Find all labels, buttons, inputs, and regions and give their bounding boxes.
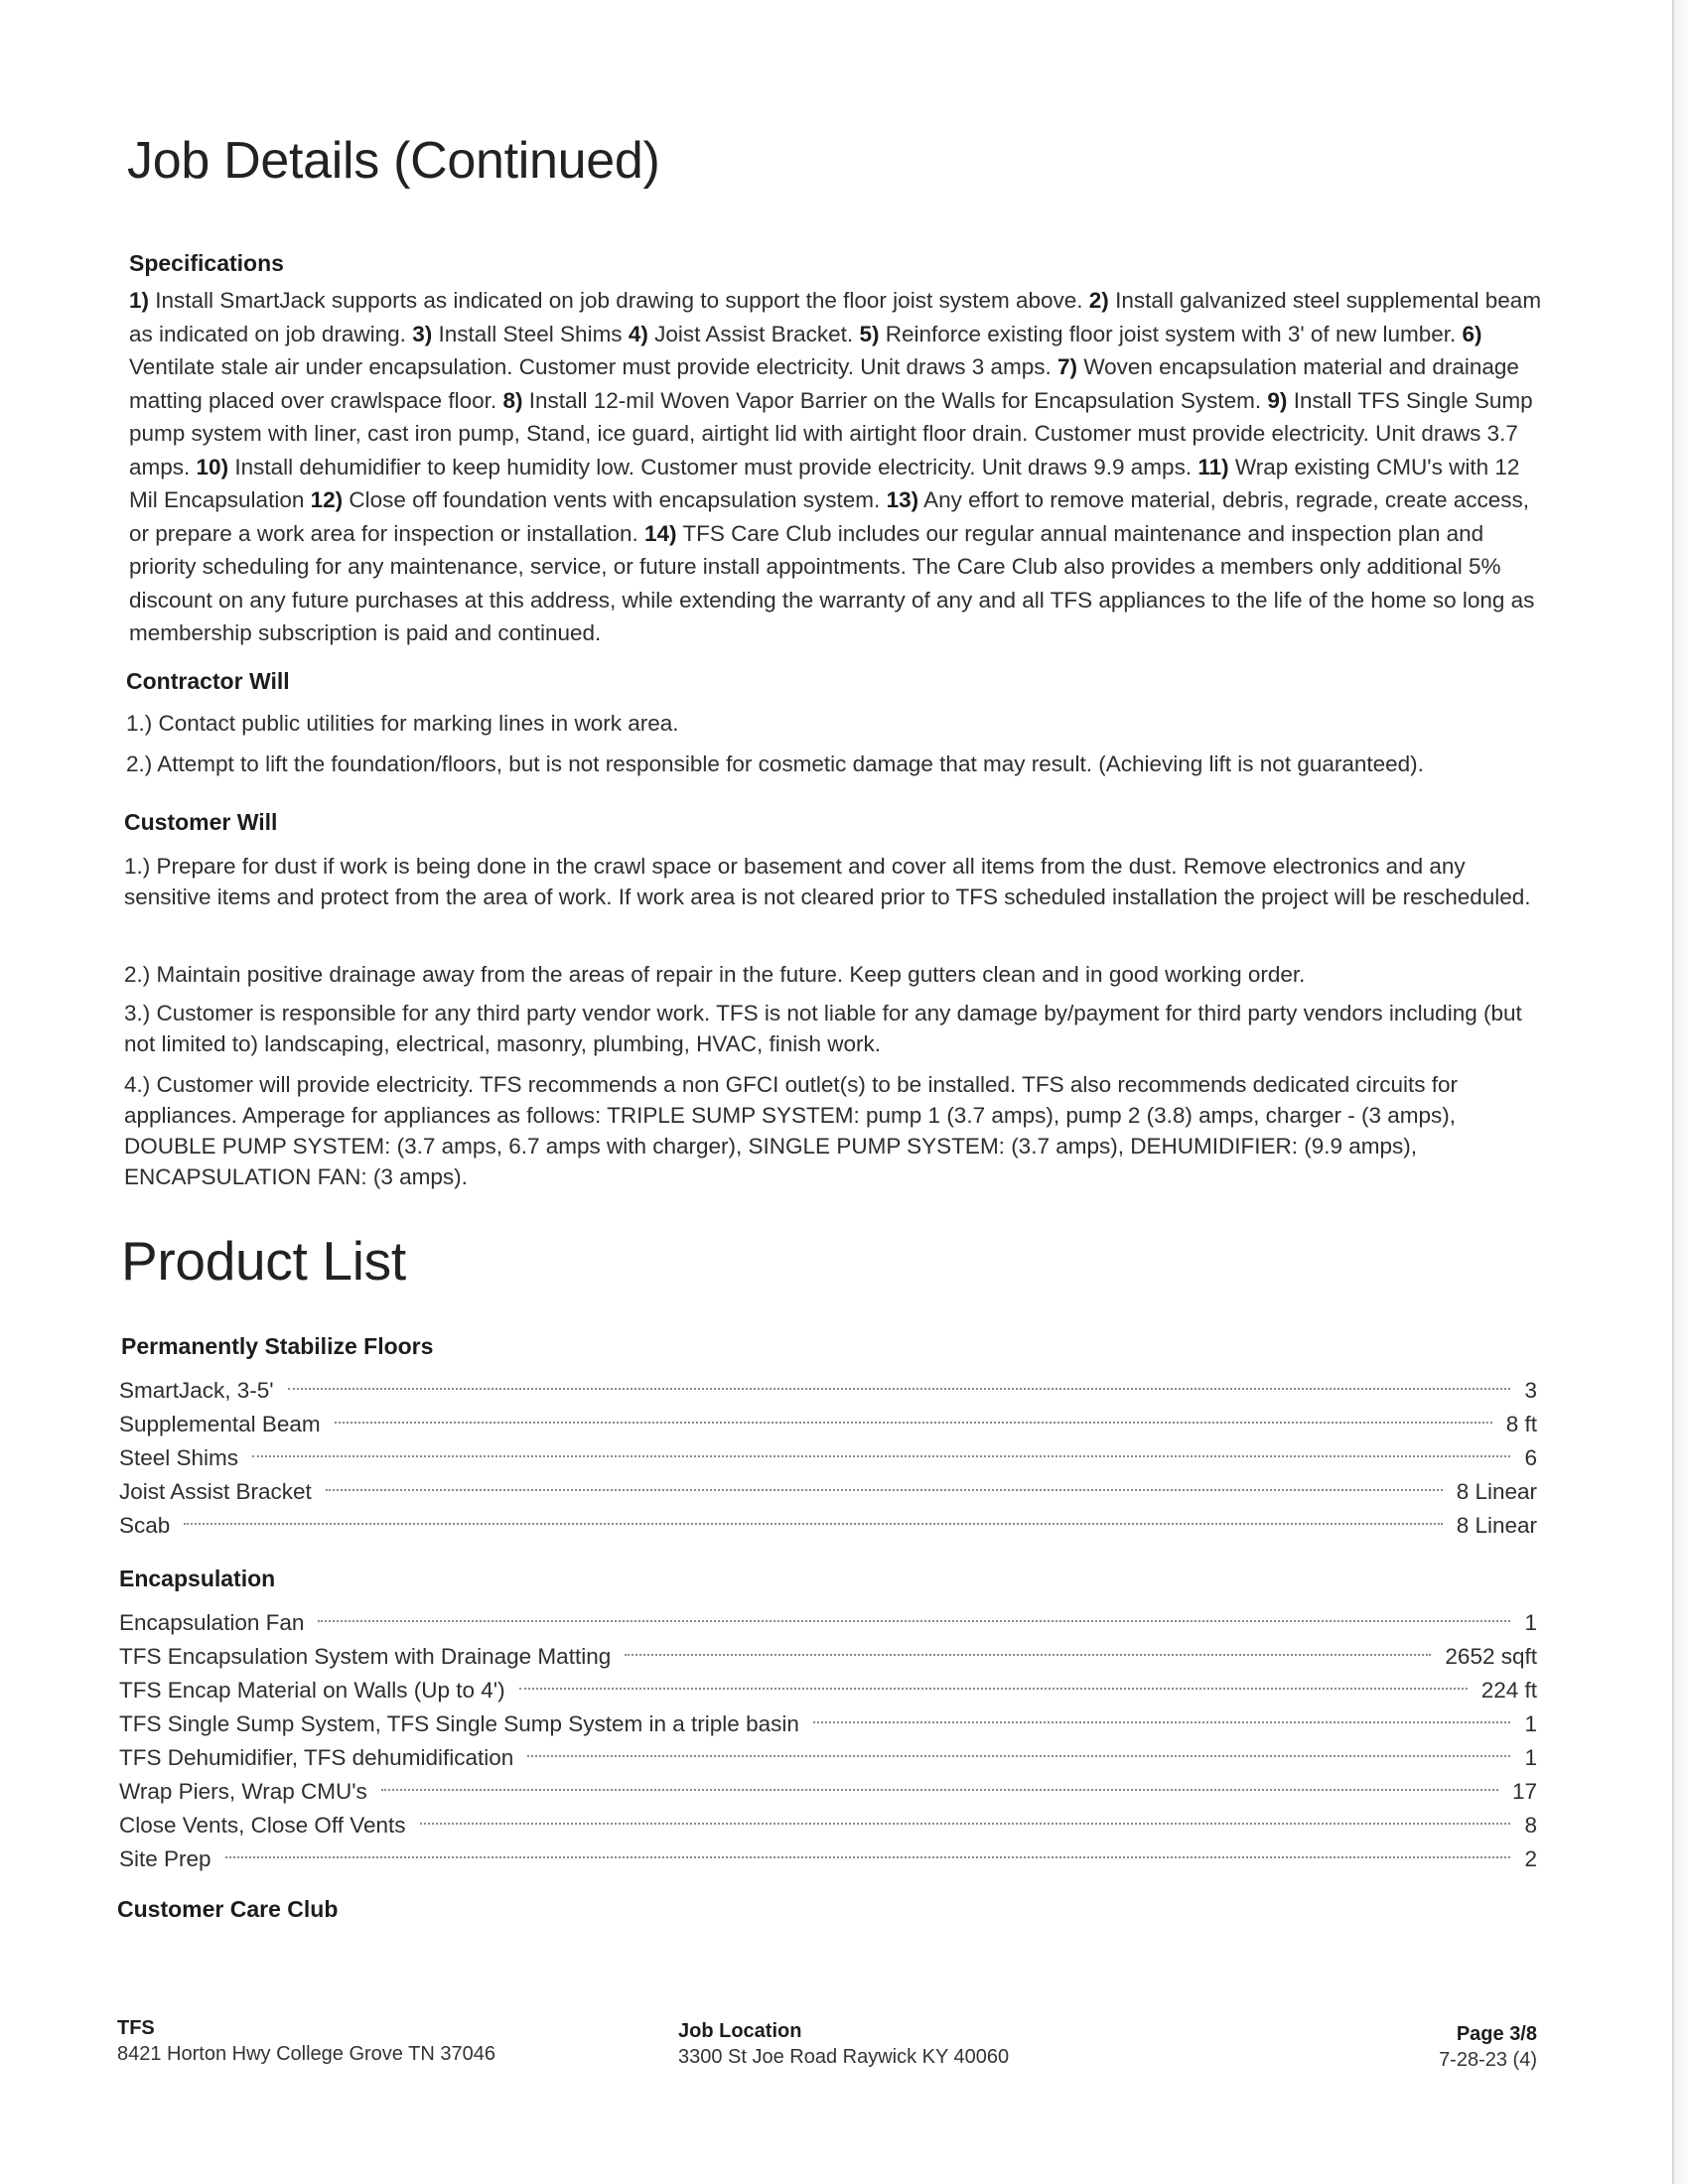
spec-item: 4) Joist Assist Bracket.	[628, 321, 854, 346]
customer-will-item: 3.) Customer is responsible for any third party vendor work. TFS is not liable for any damage by/payment for third party vendors including (but not limited to) landscaping, electrical, masonry, plumbing, HVAC, finish work.	[124, 1001, 1522, 1056]
product-name: Encapsulation Fan	[119, 1610, 305, 1635]
product-row	[119, 1745, 1537, 1775]
product-qty: 1	[1524, 1745, 1537, 1770]
page-edge	[1672, 0, 1674, 2184]
product-row	[119, 1479, 1537, 1509]
product-qty: 3	[1524, 1378, 1537, 1403]
dot-leader	[381, 1788, 1498, 1791]
product-name: TFS Dehumidifier, TFS dehumidification	[119, 1745, 514, 1770]
product-qty: 8 Linear	[1456, 1513, 1537, 1538]
product-name: Joist Assist Bracket	[119, 1479, 312, 1504]
product-group-heading: Encapsulation	[119, 1566, 276, 1591]
product-row	[119, 1846, 1537, 1876]
dot-leader	[527, 1754, 1510, 1757]
spec-item: 10) Install dehumidifier to keep humidity low. Customer must provide electricity. Unit draws 9.9 amps.	[196, 454, 1193, 479]
product-name: SmartJack, 3-5'	[119, 1378, 274, 1403]
specifications-paragraph	[129, 284, 1544, 650]
spec-item: 11) Wrap existing CMU's with 12 Mil Encapsulation	[129, 454, 1520, 512]
spec-item: 2) Install galvanized steel supplemental beam as indicated on job drawing.	[129, 288, 1542, 346]
dot-leader	[184, 1522, 1442, 1525]
product-row	[119, 1610, 1537, 1640]
product-group-heading: Permanently Stabilize Floors	[121, 1333, 434, 1359]
product-qty: 2	[1524, 1846, 1537, 1871]
spec-item: 5) Reinforce existing floor joist system with 3' of new lumber.	[859, 321, 1457, 346]
product-qty: 1	[1524, 1711, 1537, 1736]
dot-leader	[335, 1421, 1492, 1424]
product-qty: 1	[1524, 1610, 1537, 1635]
spec-item: 14) TFS Care Club includes our regular annual maintenance and inspection plan and priority scheduling for any maintenance, service, or future install appointments. The Care Club also provides a members only additional 5% discount on any future purchases at this address, while extending the warranty of any and all TFS appliances to the life of the home so long as membership subscription is paid and continued.	[129, 520, 1535, 645]
product-qty: 8 ft	[1505, 1412, 1537, 1436]
product-qty: 8 Linear	[1456, 1479, 1537, 1504]
dot-leader	[288, 1387, 1511, 1390]
contractor-will-item: 2.) Attempt to lift the foundation/floors, but is not responsible for cosmetic damage that may result. (Achieving lift is not guaranteed).	[126, 751, 1424, 776]
footer-page-number: Page 3/8	[1456, 2023, 1537, 2045]
product-row	[119, 1779, 1537, 1809]
spec-item: 13) Any effort to remove material, debris, regrade, create access, or prepare a work area for inspection or installation.	[129, 487, 1529, 546]
dot-leader	[326, 1488, 1443, 1491]
specifications-heading: Specifications	[129, 250, 284, 276]
customer-will-item: 1.) Prepare for dust if work is being done in the crawl space or basement and cover all items from the dust. Remove electronics and any sensitive items and protect from the area of work. If work area is not cleared prior to TFS scheduled installation the project will be rescheduled.	[124, 854, 1531, 909]
footer-company-address: 8421 Horton Hwy College Grove TN 37046	[117, 2043, 495, 2065]
product-list-title: Product List	[121, 1230, 406, 1292]
product-qty: 2652 sqft	[1445, 1644, 1537, 1669]
product-qty: 6	[1524, 1445, 1537, 1470]
customer-will-item: 4.) Customer will provide electricity. TFS recommends a non GFCI outlet(s) to be installed. TFS also recommends dedicated circuits for appliances. Amperage for appliances as follows: TRIPLE SUMP SYSTEM: pump 1 (3.7 amps), pump 2 (3.8) amps, charger - (3 amps), DOUBLE PUMP SYSTEM: (3.7 amps, 6.7 amps with charger), SINGLE PUMP SYSTEM: (3.7 amps), DEHUMIDIFIER: (9.9 amps), ENCAPSULATION FAN: (3 amps).	[124, 1072, 1459, 1189]
product-group-heading: Customer Care Club	[117, 1896, 339, 1922]
product-row	[119, 1445, 1537, 1475]
footer-page-info	[1439, 2021, 1537, 2073]
product-name: TFS Encap Material on Walls (Up to 4')	[119, 1678, 505, 1703]
spec-item: 8) Install 12-mil Woven Vapor Barrier on the Walls for Encapsulation System.	[502, 387, 1262, 413]
spec-item: 3) Install Steel Shims	[412, 321, 623, 346]
page-edge-shadow	[1674, 0, 1688, 2184]
product-name: Scab	[119, 1513, 171, 1538]
product-name: TFS Encapsulation System with Drainage Matting	[119, 1644, 612, 1669]
dot-leader	[225, 1855, 1511, 1858]
customer-will-heading: Customer Will	[124, 809, 278, 835]
dot-leader	[813, 1720, 1511, 1723]
product-row	[119, 1644, 1537, 1674]
dot-leader	[420, 1822, 1511, 1825]
product-row	[119, 1412, 1537, 1441]
product-name: Close Vents, Close Off Vents	[119, 1813, 406, 1838]
footer-job-location-label: Job Location	[678, 2020, 802, 2042]
product-row	[119, 1513, 1537, 1543]
spec-item: 6) Ventilate stale air under encapsulation. Customer must provide electricity. Unit draws 3 amps.	[129, 321, 1482, 379]
product-row	[119, 1711, 1537, 1741]
product-row	[119, 1813, 1537, 1843]
footer-job-location-address: 3300 St Joe Road Raywick KY 40060	[678, 2046, 1010, 2068]
spec-item: 12) Close off foundation vents with encapsulation system.	[310, 487, 881, 512]
footer-job-location	[678, 2018, 1009, 2070]
dot-leader	[519, 1687, 1468, 1690]
product-name: Steel Shims	[119, 1445, 239, 1470]
product-row	[119, 1678, 1537, 1707]
spec-item: 1) Install SmartJack supports as indicated on job drawing to support the floor joist system above.	[129, 288, 1083, 313]
product-qty: 8	[1524, 1813, 1537, 1838]
footer-company-name: TFS	[117, 2017, 155, 2039]
dot-leader	[318, 1619, 1510, 1622]
contractor-will-item: 1.) Contact public utilities for marking lines in work area.	[126, 711, 679, 736]
product-name: Site Prep	[119, 1846, 211, 1871]
job-details-title: Job Details (Continued)	[127, 132, 660, 190]
footer-company	[117, 2015, 495, 2067]
product-name: Supplemental Beam	[119, 1412, 321, 1436]
dot-leader	[252, 1454, 1510, 1457]
customer-will-item: 2.) Maintain positive drainage away from the areas of repair in the future. Keep gutters clean and in good working order.	[124, 962, 1306, 987]
product-qty: 224 ft	[1480, 1678, 1537, 1703]
spec-item: 7) Woven encapsulation material and drainage matting placed over crawlspace floor.	[129, 354, 1519, 413]
contractor-will-heading: Contractor Will	[126, 668, 290, 694]
spec-item: 9) Install TFS Single Sump pump system with liner, cast iron pump, Stand, ice guard, airtight lid with airtight floor drain. Customer must provide electricity. Unit draws 3.7 amps.	[129, 387, 1533, 479]
dot-leader	[625, 1653, 1431, 1656]
footer-doc-code: 7-28-23 (4)	[1439, 2049, 1537, 2071]
product-name: Wrap Piers, Wrap CMU's	[119, 1779, 367, 1804]
product-row	[119, 1378, 1537, 1408]
product-name: TFS Single Sump System, TFS Single Sump System in a triple basin	[119, 1711, 799, 1736]
product-qty: 17	[1511, 1779, 1537, 1804]
